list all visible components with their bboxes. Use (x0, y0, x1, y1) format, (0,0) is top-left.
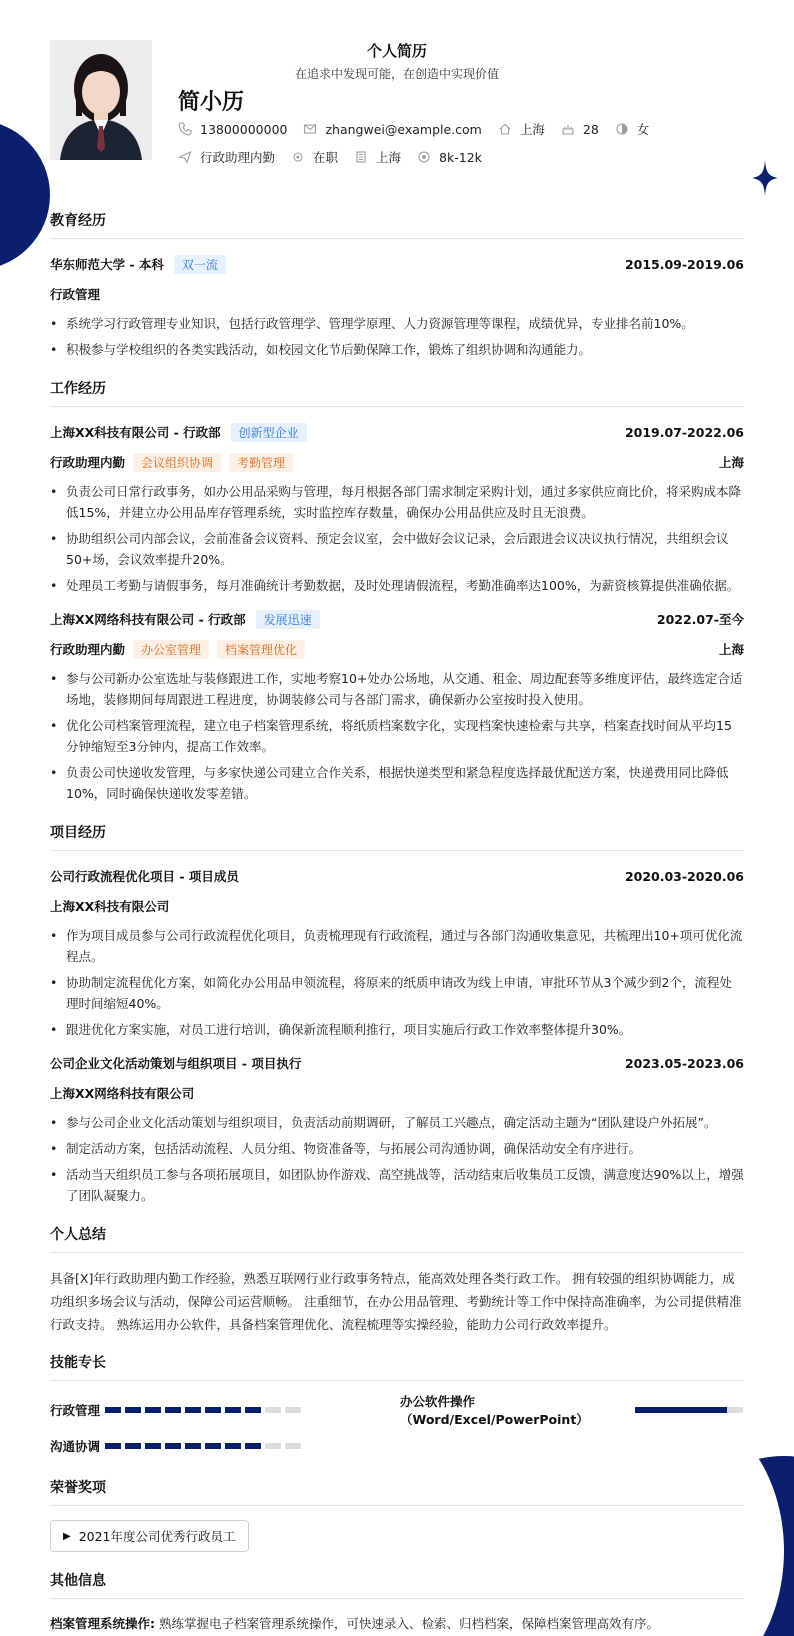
list-item: • 负责公司日常行政事务，如办公用品采购与管理，每月根据各部门需求制定采购计划，通过多家供应商比价，将采购成本降低15%，并建立办公用品库存管理系统，实时监控库存数量，确保办公用品供应及时且无浪费。 (50, 481, 744, 523)
list-item: • 制定活动方案，包括活动流程、人员分组、物资准备等，与拓展公司沟通协调，确保活动安全有序进行。 (50, 1138, 744, 1159)
list-item: • 参与公司企业文化活动策划与组织项目，负责活动前期调研，了解员工兴趣点，确定活动主题为“团队建设户外拓展”。 (50, 1112, 744, 1133)
list-item: • 跟进优化方案实施，对员工进行培训，确保新流程顺利推行，项目实施后行政工作效率整体提升30%。 (50, 1019, 744, 1040)
skill-level-segment (265, 1443, 281, 1449)
phone-icon (178, 122, 192, 136)
skill-level-segment (145, 1443, 161, 1449)
section-title: 荣誉奖项 (50, 1477, 744, 1506)
section-title: 个人总结 (50, 1224, 744, 1253)
project-section (50, 822, 744, 1206)
skill-level-segment (225, 1443, 241, 1449)
city-text: 上海 (376, 150, 402, 165)
project-company: 上海XX网络科技有限公司 (50, 1086, 195, 1101)
skill-level-segment (205, 1443, 221, 1449)
motto: 在追求中发现可能，在创造中实现价值 (294, 67, 499, 81)
list-item: • 协助组织公司内部会议，会前准备会议资料、预定会议室，会中做好会议记录，会后跟进会议决议执行情况，共组织会议50+场，会议效率提升20%。 (50, 528, 744, 570)
gender-text: 女 (636, 122, 650, 137)
list-item: • 负责公司快递收发管理，与多家快递公司建立合作关系，根据快递类型和紧急程度选择最优配送方案，快递费用同比降低10%，同时确保快递收发零差错。 (50, 762, 744, 804)
coin-icon (417, 150, 431, 164)
skill-tag: 档案管理优化 (217, 640, 305, 659)
school-name: 华东师范大学 - 本科 (50, 257, 164, 272)
skill-name: 办公软件操作（Word/Excel/PowerPoint） (400, 1394, 589, 1427)
skill-level-segment (185, 1407, 201, 1413)
skill-level-segment (245, 1407, 261, 1413)
gear-icon (291, 150, 305, 164)
skill-level-segment (245, 1443, 261, 1449)
send-icon (178, 150, 192, 164)
building-icon (354, 150, 368, 164)
candidate-name: 简小历 (178, 90, 245, 115)
job-role: 行政助理内勤 (50, 455, 126, 470)
section-title: 其他信息 (50, 1570, 744, 1599)
company-tag: 创新型企业 (231, 423, 307, 442)
skill-level-segment (165, 1407, 181, 1413)
skill-level-segment (265, 1407, 281, 1413)
mail-icon (303, 122, 317, 136)
list-item: • 作为项目成员参与公司行政流程优化项目，负责梳理现有行政流程，通过与各部门沟通收集意见，共梳理出10+项可优化流程点。 (50, 925, 744, 967)
summary-text: 具备[X]年行政助理内勤工作经验，熟悉互联网行业行政事务特点，能高效处理各类行政工作。 拥有较强的组织协调能力，成功组织多场会议与活动，保障公司运营顺畅。 注重细节，在办公用品管理、考勤统计等工作中保持高准确率，为公司提供精准行政支持。 熟练运用办公软件，具备档案管理优化、流程梳理等实操经验，能助力公司行政效率提升。 (50, 1271, 742, 1332)
work-city: 上海 (718, 642, 744, 657)
job-role: 行政助理内勤 (50, 642, 126, 657)
work-period: 2022.07-至今 (656, 612, 744, 627)
skill-level-segment (185, 1443, 201, 1449)
work-section (50, 378, 744, 804)
list-item: • 处理员工考勤与请假事务，每月准确统计考勤数据，及时处理请假流程，考勤准确率达100%，为薪资核算提供准确依据。 (50, 575, 744, 596)
other-text: 熟练掌握电子档案管理系统操作，可快速录入、检索、归档档案，保障档案管理高效有序。 (158, 1616, 659, 1631)
home-icon (498, 122, 512, 136)
age-text: 28 (582, 121, 599, 137)
skill-tag: 考勤管理 (229, 453, 293, 472)
job-intent-text: 行政助理内勤 (200, 150, 276, 165)
email-text: zhangwei@example.com (325, 121, 482, 137)
education-period: 2015.09-2019.06 (624, 256, 744, 272)
skill-level-segment (285, 1407, 301, 1413)
city-item (354, 148, 401, 166)
project-entry (50, 1052, 744, 1206)
other-label: 档案管理系统操作: (50, 1616, 155, 1631)
company-name: 上海XX网络科技有限公司 - 行政部 (50, 612, 246, 627)
work-city: 上海 (718, 455, 744, 470)
skill-item (50, 1395, 400, 1425)
salary-item (417, 150, 482, 165)
section-title: 教育经历 (50, 210, 744, 239)
status-text: 在职 (313, 150, 339, 165)
gender-item (615, 120, 650, 138)
section-title: 技能专长 (50, 1352, 744, 1381)
education-section (50, 210, 744, 360)
skill-level-segment (285, 1443, 301, 1449)
major: 行政管理 (50, 287, 101, 302)
education-entry (50, 253, 744, 360)
project-period: 2023.05-2023.06 (624, 1055, 744, 1071)
other-info (50, 1613, 744, 1635)
phone-item (178, 122, 287, 137)
skill-level-segment (105, 1443, 121, 1449)
resume-title: 个人简历 (366, 42, 427, 60)
cake-icon (561, 122, 575, 136)
skills-section (50, 1352, 744, 1467)
skill-level-bar (635, 1407, 743, 1413)
awards-section (50, 1477, 744, 1552)
location-text: 上海 (519, 122, 545, 137)
skill-tag: 会议组织协调 (133, 453, 221, 472)
age-item (561, 122, 599, 137)
list-item: • 活动当天组织员工参与各项拓展项目，如团队协作游戏、高空挑战等，活动结束后收集员工反馈，满意度达90%以上，增强了团队凝聚力。 (50, 1164, 744, 1206)
play-triangle-icon: ▶ (63, 1530, 71, 1542)
project-name: 公司行政流程优化项目 - 项目成员 (50, 869, 239, 884)
list-item: • 参与公司新办公室选址与装修跟进工作，实地考察10+处办公场地，从交通、租金、周边配套等多维度评估，最终选定合适场地，装修期间每周跟进工程进度，协调装修公司与各部门需求，确保新办公室按时投入使用。 (50, 668, 744, 710)
skill-level-bar (105, 1443, 305, 1449)
other-section (50, 1570, 744, 1635)
resume-header (50, 40, 744, 200)
award-name: 2021年度公司优秀行政员工 (78, 1529, 236, 1544)
skill-item (50, 1431, 400, 1461)
project-name: 公司企业文化活动策划与组织项目 - 项目执行 (50, 1056, 302, 1071)
skill-name: 沟通协调 (50, 1439, 101, 1454)
skill-level-segment (145, 1407, 161, 1413)
school-tag: 双一流 (174, 255, 226, 274)
list-item: • 优化公司档案管理流程，建立电子档案管理系统，将纸质档案数字化，实现档案快速检索与共享，档案查找时间从平均15分钟缩短至3分钟内，提高工作效率。 (50, 715, 744, 757)
skill-level-segment (225, 1407, 241, 1413)
list-item: • 积极参与学校组织的各类实践活动，如校园文化节后勤保障工作，锻炼了组织协调和沟通能力。 (50, 339, 744, 360)
gender-icon (615, 122, 629, 136)
award-item[interactable] (50, 1520, 249, 1552)
work-entry (50, 421, 744, 596)
phone-text: 13800000000 (200, 121, 288, 137)
project-company: 上海XX科技有限公司 (50, 899, 170, 914)
summary-section (50, 1224, 744, 1336)
email-item (303, 122, 481, 137)
salary-text: 8k-12k (439, 149, 482, 165)
location-item (498, 120, 545, 138)
list-item: • 系统学习行政管理专业知识，包括行政管理学、管理学原理、人力资源管理等课程，成绩优异，专业排名前10%。 (50, 313, 744, 334)
company-tag: 发展迅速 (256, 610, 320, 629)
company-name: 上海XX科技有限公司 - 行政部 (50, 425, 221, 440)
skill-tag: 办公室管理 (133, 640, 209, 659)
skill-name: 行政管理 (50, 1403, 101, 1418)
project-entry (50, 865, 744, 1040)
project-period: 2020.03-2020.06 (624, 868, 744, 884)
section-title: 项目经历 (50, 822, 744, 851)
skill-item (400, 1395, 744, 1425)
work-period: 2019.07-2022.06 (624, 424, 744, 440)
skill-level-bar (105, 1407, 305, 1413)
work-entry (50, 608, 744, 804)
list-item: • 协助制定流程优化方案，如简化办公用品申领流程，将原来的纸质申请改为线上申请，审批环节从3个减少到2个，流程处理时间缩短40%。 (50, 972, 744, 1014)
skill-level-segment (125, 1443, 141, 1449)
intent-row (178, 148, 498, 166)
skill-level-segment (105, 1407, 121, 1413)
skill-level-segment (165, 1443, 181, 1449)
status-item (291, 148, 338, 166)
skill-level-segment (205, 1407, 221, 1413)
skill-level-fill (635, 1407, 727, 1413)
job-intent-item (178, 148, 275, 166)
section-title: 工作经历 (50, 378, 744, 407)
contact-row (178, 120, 665, 138)
skill-level-segment (125, 1407, 141, 1413)
